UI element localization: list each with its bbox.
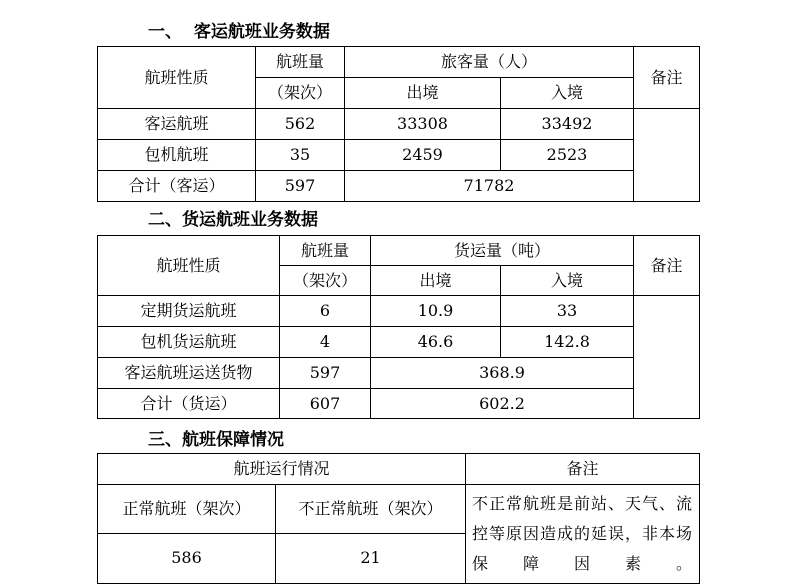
table-row bbox=[98, 109, 700, 140]
table-row bbox=[98, 296, 700, 327]
row-nature: 客运航班 bbox=[98, 109, 256, 140]
row-outbound: 10.9 bbox=[371, 296, 501, 327]
header-abnormal-flights: 不正常航班（架次） bbox=[276, 485, 466, 534]
remark-text: 不正常航班是前站、天气、流控等原因造成的延误，非本场保障因素。 bbox=[466, 485, 700, 584]
abnormal-flights-value: 21 bbox=[276, 533, 466, 583]
total-row bbox=[98, 171, 700, 202]
passenger-flights-table bbox=[97, 46, 700, 202]
row-nature: 包机航班 bbox=[98, 140, 256, 171]
table-row bbox=[98, 327, 700, 358]
section2-title: 二、货运航班业务数据 bbox=[148, 210, 318, 230]
cargo-flights-table bbox=[97, 235, 700, 419]
header-nature: 航班性质 bbox=[98, 236, 280, 296]
header-flights: 航班量 bbox=[280, 236, 371, 266]
row-inbound: 142.8 bbox=[501, 327, 634, 358]
row-inbound: 33492 bbox=[501, 109, 634, 140]
header-outbound: 出境 bbox=[345, 78, 501, 109]
row-flights: 562 bbox=[256, 109, 345, 140]
total-passengers: 71782 bbox=[345, 171, 634, 202]
total-label: 合计（货运） bbox=[98, 389, 280, 419]
row-outbound: 46.6 bbox=[371, 327, 501, 358]
total-flights: 597 bbox=[256, 171, 345, 202]
header-remark: 备注 bbox=[634, 47, 700, 109]
flight-support-table bbox=[97, 453, 700, 584]
header-flights-unit: （架次） bbox=[256, 78, 345, 109]
header-outbound: 出境 bbox=[371, 266, 501, 296]
row-outbound: 33308 bbox=[345, 109, 501, 140]
table-row bbox=[98, 358, 700, 389]
header-inbound: 入境 bbox=[501, 78, 634, 109]
row-cargo: 368.9 bbox=[371, 358, 634, 389]
section3-title: 三、航班保障情况 bbox=[148, 430, 284, 450]
header-normal-flights: 正常航班（架次） bbox=[98, 485, 276, 534]
row-flights: 6 bbox=[280, 296, 371, 327]
row-nature: 客运航班运送货物 bbox=[98, 358, 280, 389]
header-cargo: 货运量（吨） bbox=[371, 236, 634, 266]
header-nature: 航班性质 bbox=[98, 47, 256, 109]
header-inbound: 入境 bbox=[501, 266, 634, 296]
remark-cell bbox=[634, 296, 700, 419]
total-label: 合计（客运） bbox=[98, 171, 256, 202]
total-flights: 607 bbox=[280, 389, 371, 419]
header-remark: 备注 bbox=[466, 454, 700, 485]
section1-title: 一、 客运航班业务数据 bbox=[148, 22, 330, 42]
header-operation: 航班运行情况 bbox=[98, 454, 466, 485]
header-remark: 备注 bbox=[634, 236, 700, 296]
row-flights: 35 bbox=[256, 140, 345, 171]
normal-flights-value: 586 bbox=[98, 533, 276, 583]
remark-cell bbox=[634, 109, 700, 202]
total-cargo: 602.2 bbox=[371, 389, 634, 419]
row-outbound: 2459 bbox=[345, 140, 501, 171]
row-inbound: 2523 bbox=[501, 140, 634, 171]
total-row bbox=[98, 389, 700, 419]
row-nature: 定期货运航班 bbox=[98, 296, 280, 327]
table-row bbox=[98, 140, 700, 171]
header-flights: 航班量 bbox=[256, 47, 345, 78]
row-nature: 包机货运航班 bbox=[98, 327, 280, 358]
row-flights: 597 bbox=[280, 358, 371, 389]
header-flights-unit: （架次） bbox=[280, 266, 371, 296]
row-flights: 4 bbox=[280, 327, 371, 358]
row-inbound: 33 bbox=[501, 296, 634, 327]
header-passengers: 旅客量（人） bbox=[345, 47, 634, 78]
